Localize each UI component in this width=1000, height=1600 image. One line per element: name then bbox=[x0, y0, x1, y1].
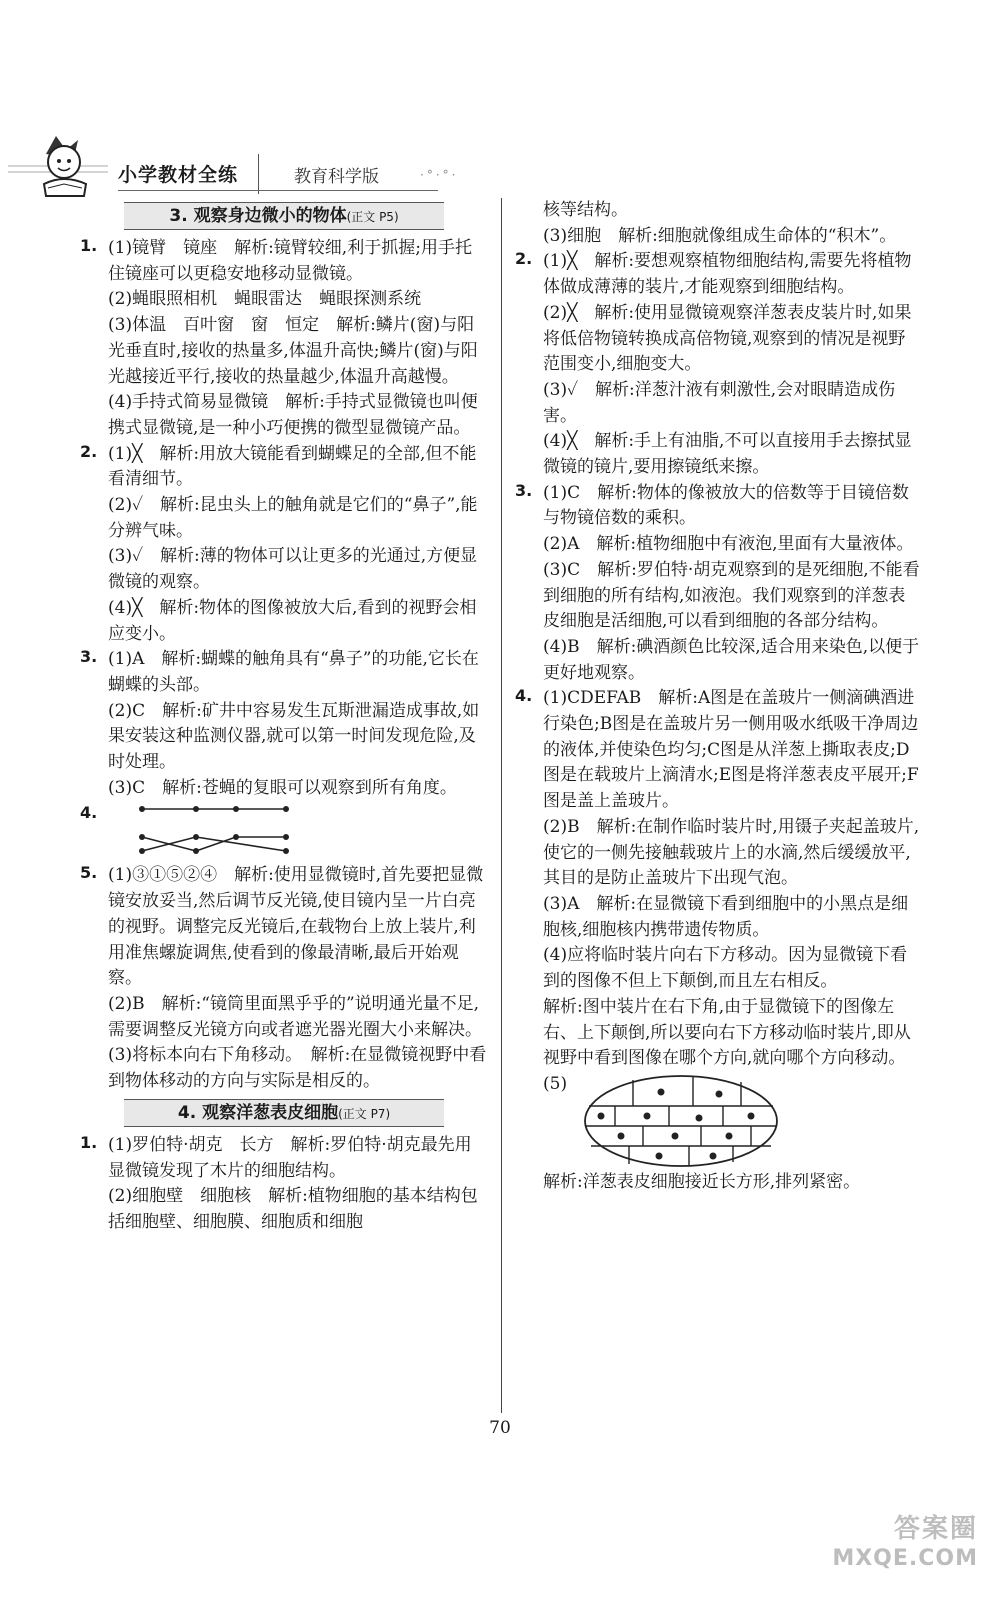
question-number: 1. bbox=[80, 1132, 98, 1152]
answer-line: (2)细胞壁 细胞核 解析:植物细胞的基本结构包括细胞壁、细胞膜、细胞质和细胞 bbox=[108, 1186, 478, 1232]
left-column bbox=[80, 198, 488, 1415]
header-rule bbox=[118, 190, 438, 191]
book-edition: 教育科学版 bbox=[294, 167, 379, 187]
watermark-url: MXQE.COM bbox=[832, 1546, 978, 1571]
answer-line: (4)应将临时装片向右下方移动。因为显微镜下看到的图像不但上下颠倒,而且左右相反。 bbox=[543, 945, 908, 992]
answer-line: (2)A 解析:植物细胞中有液泡,里面有大量液体。 bbox=[543, 534, 914, 555]
header-separator bbox=[258, 154, 259, 194]
section-page-ref: (正文 P7) bbox=[338, 1106, 391, 1121]
answer-line: (3)A 解析:在显微镜下看到细胞中的小黑点是细胞核,细胞核内携带遗传物质。 bbox=[543, 893, 909, 940]
section-page-ref: (正文 P5) bbox=[346, 210, 399, 224]
answer-line: (1)C 解析:物体的像被放大的倍数等于目镜倍数与物镜倍数的乘积。 bbox=[543, 482, 909, 529]
question-number: 4. bbox=[80, 803, 98, 823]
question-number: 3. bbox=[515, 480, 533, 500]
question-number: 5. bbox=[80, 863, 98, 883]
answer-line: (1)╳ 解析:要想观察植物细胞结构,需要先将植物体做成薄薄的装片,才能观察到细胞结构。 bbox=[543, 251, 912, 298]
section-title-text: 3. 观察身边微小的物体 bbox=[169, 206, 347, 226]
answer-line: (2)B 解析:“镜筒里面黑乎乎的”说明通光量不足,需要调整反光镜方向或者遮光器光圈大小来解决。 bbox=[108, 993, 482, 1040]
answer-line: 解析:图中装片在右下角,由于显微镜下的图像左右、上下颠倒,所以要向右下方移动临时装片,即从视野中看到图像在哪个方向,就向哪个方向移动。 bbox=[543, 996, 911, 1069]
answer-line: (1)╳ 解析:用放大镜能看到蝴蝶足的全部,但不能看清细节。 bbox=[108, 443, 477, 490]
answer-line: (1)罗伯特·胡克 长方 解析:罗伯特·胡克最先用显微镜发现了木片的细胞结构。 bbox=[108, 1134, 472, 1181]
answer-line: (3)细胞 解析:细胞就像组成生命体的“积木”。 bbox=[543, 225, 897, 246]
section4-question-3 bbox=[515, 481, 920, 687]
question-number: 4. bbox=[515, 686, 533, 706]
answer-line: (2)蝇眼照相机 蝇眼雷达 蝇眼探测系统 bbox=[108, 289, 422, 310]
onion-cells-diagram bbox=[581, 1072, 781, 1170]
page-header bbox=[0, 118, 1000, 198]
student-mascot-logo bbox=[8, 126, 108, 204]
answer-line: (3)将标本向右下角移动。 解析:在显微镜视野中看到物体移动的方向与实际是相反的。 bbox=[108, 1045, 487, 1092]
section-title-3 bbox=[124, 202, 444, 230]
section4-question-2 bbox=[515, 249, 920, 480]
answer-line: (3)C 解析:罗伯特·胡克观察到的是死细胞,不能看到细胞的所有结构,如液泡。我们观察到的洋葱表皮细胞是活细胞,可以看到细胞的各部分结构。 bbox=[543, 559, 920, 632]
answer-label: (5) bbox=[543, 1073, 568, 1094]
answer-line: (3)✓ 解析:薄的物体可以让更多的光通过,方便显微镜的观察。 bbox=[108, 546, 478, 593]
section4-question-4 bbox=[515, 686, 920, 1195]
watermark-text: 答案圈 bbox=[893, 1514, 978, 1544]
answer-line: (2)B 解析:在制作临时装片时,用镊子夹起盖玻片,使它的一侧先接触载玻片上的水滴,然后缓缓放平,其目的是防止盖玻片下出现气泡。 bbox=[543, 816, 920, 889]
answer-line: (2)╳ 解析:使用显微镜观察洋葱表皮装片时,如果将低倍物镜转换成高倍物镜,观察到的情况是视野范围变小,细胞变大。 bbox=[543, 302, 912, 375]
answer-line: 解析:洋葱表皮细胞接近长方形,排列紧密。 bbox=[543, 1171, 861, 1192]
section4-question-1 bbox=[80, 1133, 488, 1236]
decorative-dots-icon: ·°·°· bbox=[420, 168, 459, 182]
column-divider bbox=[501, 198, 502, 1413]
question-5 bbox=[80, 863, 488, 1094]
answer-line: (3)C 解析:苍蝇的复眼可以观察到所有角度。 bbox=[108, 777, 457, 798]
answer-line: (1)CDEFAB 解析:A图是在盖玻片一侧滴碘酒进行染色;B图是在盖玻片另一侧用吸水纸吸干净周边的液体,并使染色均匀;C图是从洋葱上撕取表皮;D图是在载玻片上滴清水;E图是将洋葱表皮平展开;F图是盖上盖玻片。 bbox=[543, 688, 919, 812]
question-2 bbox=[80, 442, 488, 648]
answer-line: (2)✓ 解析:昆虫头上的触角就是它们的“鼻子”,能分辨气味。 bbox=[108, 495, 478, 541]
answer-line: (1)③①⑤②④ 解析:使用显微镜时,首先要把显微镜安放妥当,然后调节反光镜,使目镜内呈一片白亮的视野。调整完反光镜后,在载物台上放上装片,利用准焦螺旋调焦,使看到的像最清晰,最后开始观察。 bbox=[108, 865, 484, 989]
right-column bbox=[515, 198, 920, 1415]
answer-line: (4)B 解析:碘酒颜色比较深,适合用来染色,以便于更好地观察。 bbox=[543, 636, 920, 683]
answer-line: (3)体温 百叶窗 窗 恒定 解析:鳞片(窗)与阳光垂直时,接收的热量多,体温升高快;鳞片(窗)与阳光越接近平行,接收的热量越少,体温升高越慢。 bbox=[108, 315, 478, 387]
question-3 bbox=[80, 647, 488, 801]
answer-line: (1)镜臂 镜座 解析:镜臂较细,利于抓握;用手托住镜座可以更稳安地移动显微镜。 bbox=[108, 238, 472, 284]
watermark bbox=[832, 1514, 978, 1574]
answer-line: 核等结构。 bbox=[543, 200, 628, 220]
question-number: 2. bbox=[80, 441, 98, 461]
answer-line: (2)C 解析:矿井中容易发生瓦斯泄漏造成事故,如果安装这种监测仪器,就可以第一时间发现危险,及时处理。 bbox=[108, 700, 480, 773]
answer-line: (4)手持式简易显微镜 解析:手持式显微镜也叫便携式显微镜,是一种小巧便携的微型显微镜产品。 bbox=[108, 392, 478, 438]
question-number: 2. bbox=[515, 249, 533, 269]
question-1 bbox=[80, 236, 488, 442]
question-number: 1. bbox=[80, 236, 98, 255]
page-number: 70 bbox=[489, 1418, 511, 1438]
answer-line: (3)✓ 解析:洋葱汁液有刺激性,会对眼睛造成伤害。 bbox=[543, 379, 896, 426]
question-number: 3. bbox=[80, 647, 98, 667]
answer-line-with-diagram bbox=[543, 1072, 920, 1170]
matching-lines-diagram bbox=[136, 803, 296, 859]
answer-line: (4)╳ 解析:物体的图像被放大后,看到的视野会相应变小。 bbox=[108, 597, 477, 644]
continued-answer bbox=[515, 198, 920, 249]
answer-line: (4)╳ 解析:手上有油脂,不可以直接用手去擦拭显微镜的镜片,要用擦镜纸来擦。 bbox=[543, 431, 912, 478]
section-title-text: 4. 观察洋葱表皮细胞 bbox=[177, 1102, 339, 1123]
question-4 bbox=[80, 803, 488, 859]
section-title-4 bbox=[124, 1099, 444, 1127]
book-series-title: 小学教材全练 bbox=[118, 164, 239, 186]
answer-line: (1)A 解析:蝴蝶的触角具有“鼻子”的功能,它长在蝴蝶的头部。 bbox=[108, 649, 479, 695]
